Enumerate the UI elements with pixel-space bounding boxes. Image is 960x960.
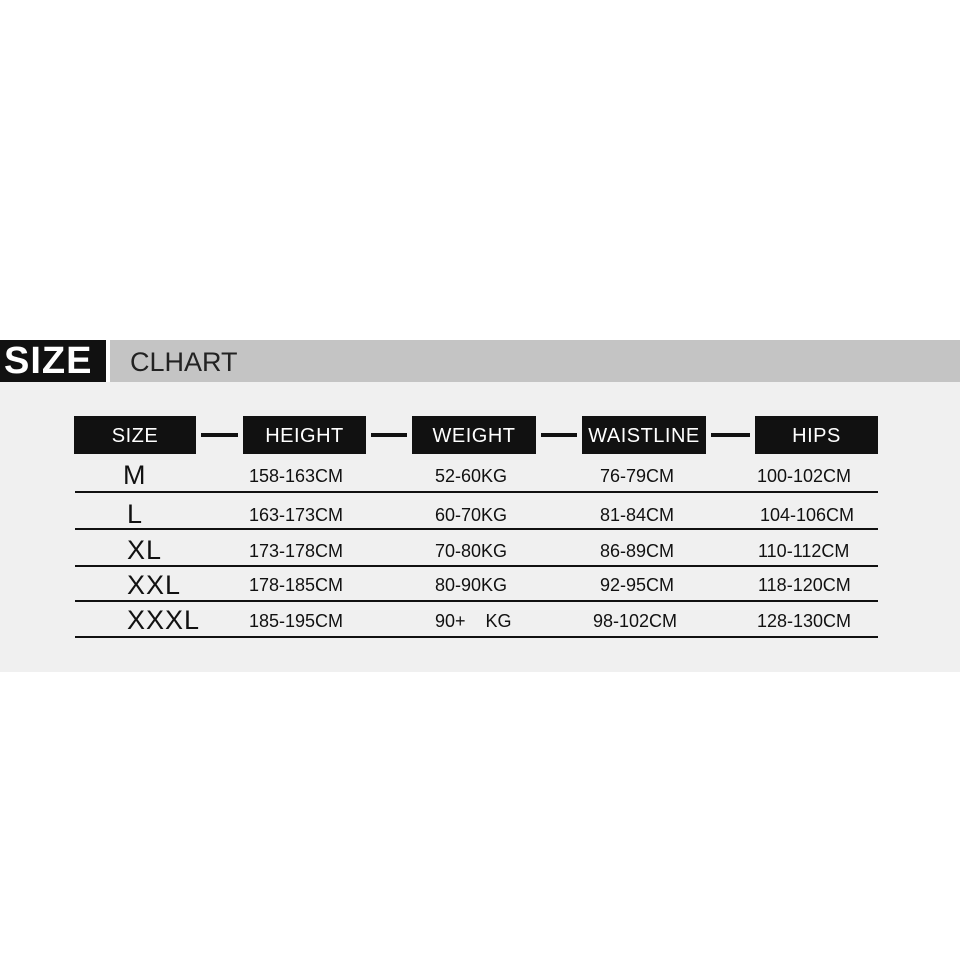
size-cell: XL: [127, 535, 163, 565]
hips-cell: 104-106CM: [760, 505, 855, 525]
size-title-block: SIZE: [0, 340, 106, 382]
weight-cell: 70-80KG: [435, 541, 508, 561]
weight-cell: 80-90KG: [435, 575, 508, 595]
header-waistline: WAISTLINE: [582, 416, 706, 454]
height-cell: 185-195CM: [249, 611, 344, 631]
height-cell: 163-173CM: [249, 505, 344, 525]
row-divider: [75, 636, 878, 638]
header-connector: [371, 433, 407, 437]
waistline-cell: 92-95CM: [600, 575, 675, 595]
hips-cell: 128-130CM: [757, 611, 852, 631]
size-cell: XXXL: [127, 605, 201, 635]
size-cell: XXL: [127, 570, 182, 600]
height-cell: 173-178CM: [249, 541, 344, 561]
size-cell: M: [123, 460, 147, 490]
waistline-cell: 76-79CM: [600, 466, 675, 486]
header-connector: [541, 433, 577, 437]
chart-title: CLHART: [130, 347, 238, 377]
header-connector: [201, 433, 238, 437]
row-divider: [75, 528, 878, 530]
height-cell: 178-185CM: [249, 575, 344, 595]
row-divider: [75, 565, 878, 567]
height-cell: 158-163CM: [249, 466, 344, 486]
header-connector: [711, 433, 750, 437]
title-divider: [106, 340, 110, 382]
header-size: SIZE: [74, 416, 196, 454]
weight-cell: 90+ KG: [435, 611, 512, 631]
row-divider: [75, 491, 878, 493]
weight-cell: 52-60KG: [435, 466, 508, 486]
waistline-cell: 98-102CM: [593, 611, 678, 631]
waistline-cell: 86-89CM: [600, 541, 675, 561]
waistline-cell: 81-84CM: [600, 505, 675, 525]
weight-cell: 60-70KG: [435, 505, 508, 525]
size-cell: L: [127, 499, 144, 529]
hips-cell: 118-120CM: [758, 575, 851, 595]
row-divider: [75, 600, 878, 602]
header-height: HEIGHT: [243, 416, 366, 454]
hips-cell: 100-102CM: [757, 466, 852, 486]
header-hips: HIPS: [755, 416, 878, 454]
header-weight: WEIGHT: [412, 416, 536, 454]
hips-cell: 110-112CM: [758, 541, 850, 561]
